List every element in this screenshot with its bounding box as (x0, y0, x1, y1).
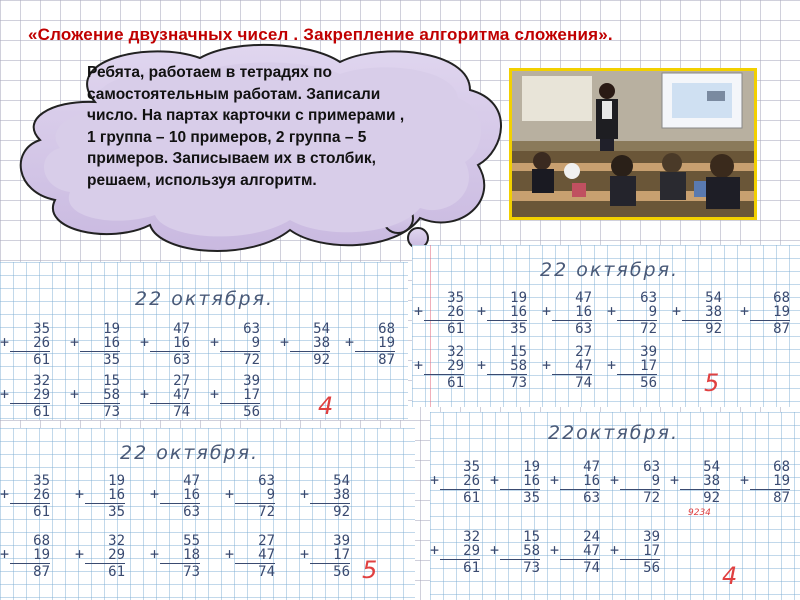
sheet-grade: 5 (704, 369, 720, 397)
sheet-note: 9234 (688, 508, 711, 518)
problem-column: + 19 16 35 (490, 459, 540, 506)
problem-column: + 35 26 61 (430, 459, 480, 506)
problem-column: + 54 38 92 (670, 459, 720, 506)
sheet-grade: 5 (362, 556, 378, 584)
problem-column: + 47 16 63 (542, 290, 592, 337)
problem-column: + 35 26 61 (414, 290, 464, 337)
problem-column: + 27 47 74 (542, 344, 592, 391)
problem-column: + 39 17 56 (300, 533, 350, 580)
problem-column: + 19 16 35 (70, 321, 120, 368)
problem-column: + 27 47 74 (225, 533, 275, 580)
problem-column: + 68 19 87 (740, 290, 790, 337)
cloud-line: Ребята, работаем в тетрадях по (87, 64, 332, 81)
cloud-line: 1 группа – 10 примеров, 2 группа – 5 (87, 128, 367, 146)
problem-column: + 15 58 73 (477, 344, 527, 391)
problem-column: + 35 26 61 (0, 473, 50, 520)
cloud-line: число. На партах карточки с примерами , (87, 107, 405, 124)
notebook-sheet-3 (0, 428, 415, 600)
problem-column: + 39 17 56 (607, 344, 657, 391)
problem-column: + 32 29 61 (430, 529, 480, 576)
problem-column: + 63 9 72 (225, 473, 275, 520)
sheet-date: 22 октября. (120, 442, 260, 464)
notebook-sheet-1 (0, 262, 408, 420)
notebook-sheet-2 (412, 245, 800, 407)
problem-column: + 47 16 63 (550, 459, 600, 506)
cloud-line: решаем, используя алгоритм. (87, 171, 317, 189)
cloud-line: самостоятельным работам. Записали (87, 85, 381, 103)
problem-column: + 32 29 61 (0, 373, 50, 420)
problem-column: + 68 19 87 (0, 533, 50, 580)
problem-column: + 32 29 61 (75, 533, 125, 580)
problem-column: + 47 16 63 (150, 473, 200, 520)
notebook-sheet-4 (430, 412, 800, 600)
sheet-grade: 4 (722, 562, 738, 590)
problem-column: + 54 38 92 (300, 473, 350, 520)
problem-column: + 19 16 35 (477, 290, 527, 337)
problem-column: + 68 19 87 (345, 321, 395, 368)
problem-column: + 15 58 73 (490, 529, 540, 576)
problem-column: + 35 26 61 (0, 321, 50, 368)
cloud-line: примеров. Записываем их в столбик, (87, 150, 376, 167)
problem-column: + 15 58 73 (70, 373, 120, 420)
problem-column: + 27 47 74 (140, 373, 190, 420)
problem-column: + 39 17 56 (210, 373, 260, 420)
slide-title: «Сложение двузначных чисел . Закрепление алгоритма сложения». (28, 25, 613, 44)
problem-column: + 32 29 61 (414, 344, 464, 391)
problem-column: + 47 16 63 (140, 321, 190, 368)
problem-column: + 68 19 87 (740, 459, 790, 506)
problem-column: + 39 17 56 (610, 529, 660, 576)
classroom-illustration (512, 71, 754, 217)
problem-column: + 63 9 72 (210, 321, 260, 368)
problem-column: + 24 47 74 (550, 529, 600, 576)
problem-column: + 55 18 73 (150, 533, 200, 580)
problem-column: + 54 38 92 (280, 321, 330, 368)
problem-column: + 19 16 35 (75, 473, 125, 520)
sheet-date: 22октября. (548, 422, 680, 444)
sheet-date: 22 октября. (540, 259, 680, 281)
classroom-photo (509, 68, 757, 220)
problem-column: + 63 9 72 (610, 459, 660, 506)
cloud-text (87, 62, 507, 191)
sheet-grade: 4 (318, 392, 334, 420)
problem-column: + 63 9 72 (607, 290, 657, 337)
sheet-date: 22 октября. (135, 288, 275, 310)
problem-column: + 54 38 92 (672, 290, 722, 337)
